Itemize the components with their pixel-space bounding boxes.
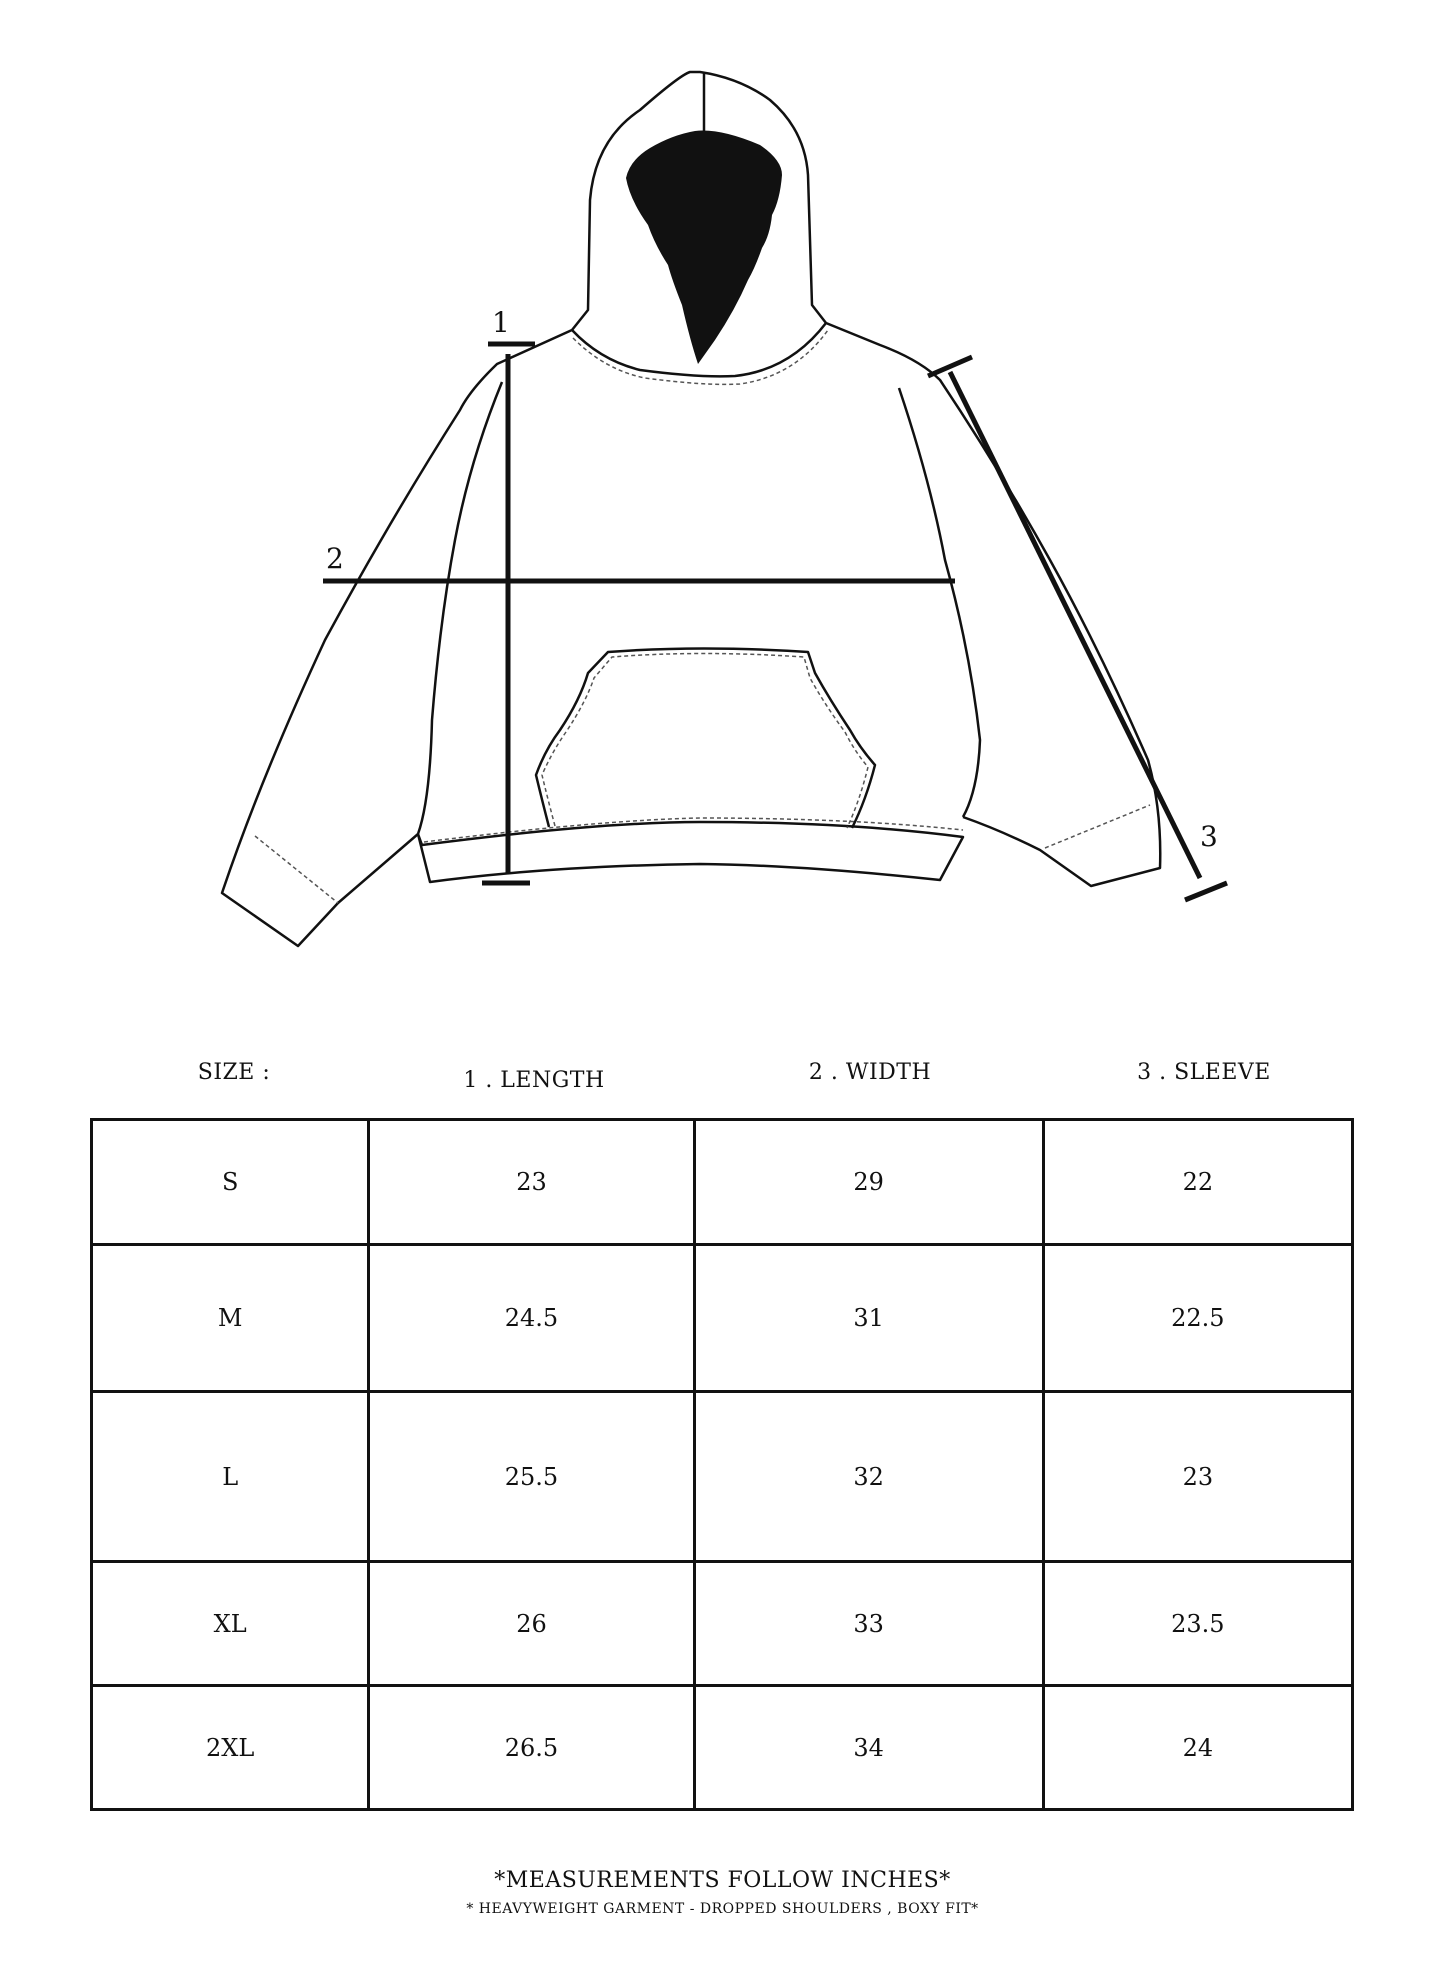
- sleeve-label: 3: [1200, 820, 1218, 853]
- length-label: 1: [492, 306, 510, 339]
- hoodie-diagram: [0, 0, 1445, 980]
- table-row: [92, 1686, 1353, 1810]
- table-row: [92, 1562, 1353, 1686]
- size-cell: L: [92, 1392, 369, 1562]
- size-cell: XL: [92, 1562, 369, 1686]
- sleeve-cell: 22: [1043, 1120, 1352, 1245]
- table-headers: [0, 1060, 1445, 1100]
- width-cell: 32: [694, 1392, 1043, 1562]
- fit-note: * HEAVYWEIGHT GARMENT - DROPPED SHOULDERS , BOXY FIT*: [466, 1901, 979, 1917]
- width-cell: 33: [694, 1562, 1043, 1686]
- header-sleeve: 3 . SLEEVE: [1137, 1060, 1271, 1085]
- width-label: 2: [326, 542, 344, 575]
- header-length: 1 . LENGTH: [463, 1068, 605, 1093]
- unit-note: *MEASUREMENTS FOLLOW INCHES*: [494, 1868, 951, 1893]
- header-width: 2 . WIDTH: [808, 1060, 932, 1085]
- table-row: [92, 1392, 1353, 1562]
- length-cell: 24.5: [369, 1245, 694, 1392]
- size-cell: S: [92, 1120, 369, 1245]
- size-cell: 2XL: [92, 1686, 369, 1810]
- length-cell: 26.5: [369, 1686, 694, 1810]
- footnotes: [0, 1868, 1445, 1917]
- length-cell: 23: [369, 1120, 694, 1245]
- sleeve-cell: 23: [1043, 1392, 1352, 1562]
- header-size: SIZE :: [197, 1060, 271, 1085]
- sleeve-cell: 24: [1043, 1686, 1352, 1810]
- sleeve-line: [950, 372, 1200, 878]
- length-cell: 25.5: [369, 1392, 694, 1562]
- width-cell: 31: [694, 1245, 1043, 1392]
- hood-opening: [626, 131, 782, 364]
- width-cell: 34: [694, 1686, 1043, 1810]
- length-cell: 26: [369, 1562, 694, 1686]
- width-cell: 29: [694, 1120, 1043, 1245]
- size-table: [90, 1118, 1354, 1811]
- sleeve-cell: 22.5: [1043, 1245, 1352, 1392]
- table-row: [92, 1245, 1353, 1392]
- sleeve-cell: 23.5: [1043, 1562, 1352, 1686]
- size-cell: M: [92, 1245, 369, 1392]
- table-row: [92, 1120, 1353, 1245]
